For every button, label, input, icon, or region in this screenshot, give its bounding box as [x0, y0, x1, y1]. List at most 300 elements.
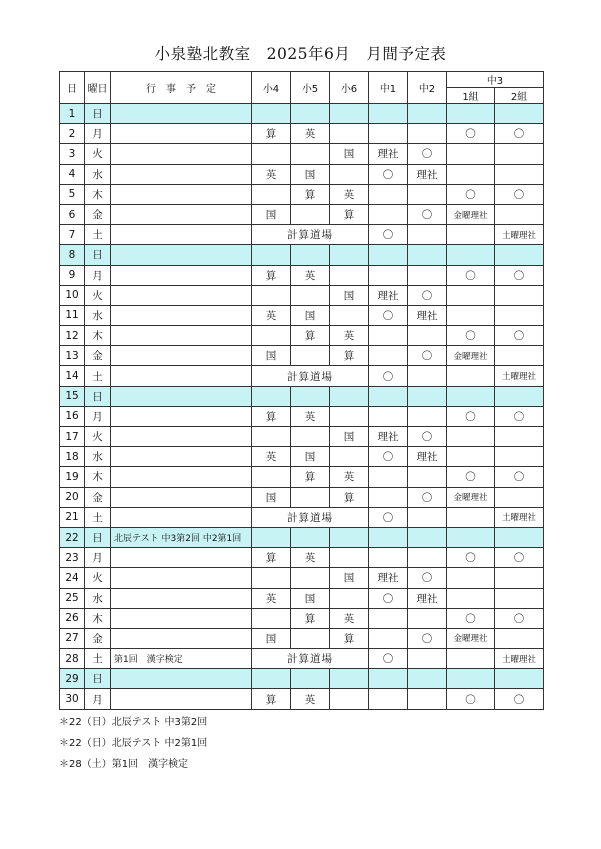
grade-s5-cell	[291, 628, 330, 648]
grade-m3-group2-cell	[495, 628, 544, 648]
event-cell	[111, 386, 252, 406]
weekday-cell: 土	[85, 366, 111, 386]
table-row	[60, 346, 544, 366]
table-row	[60, 265, 544, 285]
grade-s6-cell: 算	[330, 487, 369, 507]
grade-s4-cell: 算	[252, 689, 291, 709]
notes	[59, 712, 207, 775]
day-cell: 7	[60, 225, 85, 245]
grade-m1-cell: 〇	[369, 447, 408, 467]
grade-s6-cell	[330, 104, 369, 124]
weekday-cell: 火	[85, 285, 111, 305]
grade-m1-cell	[369, 326, 408, 346]
grade-m3-group2-cell: 〇	[495, 184, 544, 204]
weekday-cell: 月	[85, 265, 111, 285]
grade-m1-cell	[369, 406, 408, 426]
grade-s5-cell: 英	[291, 124, 330, 144]
grade-m2-cell	[408, 366, 447, 386]
table-row	[60, 124, 544, 144]
grade-m3-group2-cell	[495, 164, 544, 184]
grade-m3-group2-cell	[495, 568, 544, 588]
grade-m3-group1-cell: 〇	[447, 265, 495, 285]
grade-m1-cell	[369, 386, 408, 406]
grade-m3-group2-cell: 〇	[495, 689, 544, 709]
grade-s4-cell: 国	[252, 204, 291, 224]
grade-s4-cell: 英	[252, 447, 291, 467]
grade-m1-cell	[369, 548, 408, 568]
grade-m1-cell: 〇	[369, 225, 408, 245]
grade-m3-group2-cell: 〇	[495, 406, 544, 426]
event-cell	[111, 588, 252, 608]
header-s6: 小6	[330, 72, 369, 104]
grade-m3-group1-cell	[447, 104, 495, 124]
event-cell	[111, 204, 252, 224]
grade-m3-group1-cell	[447, 225, 495, 245]
grade-m2-cell: 〇	[408, 285, 447, 305]
grade-s6-cell: 国	[330, 427, 369, 447]
header-day: 日	[60, 72, 85, 104]
grade-m3-group1-cell	[447, 366, 495, 386]
grade-s6-cell	[330, 447, 369, 467]
event-cell	[111, 628, 252, 648]
grade-m1-cell	[369, 608, 408, 628]
weekday-cell: 月	[85, 548, 111, 568]
grade-s6-cell	[330, 689, 369, 709]
grade-m2-cell	[408, 184, 447, 204]
table-row	[60, 507, 544, 527]
event-cell	[111, 487, 252, 507]
grade-s4-cell	[252, 326, 291, 346]
table-row	[60, 628, 544, 648]
header-weekday: 曜日	[85, 72, 111, 104]
event-cell	[111, 305, 252, 325]
grade-m3-group1-cell: 〇	[447, 467, 495, 487]
event-cell	[111, 507, 252, 527]
table-row	[60, 285, 544, 305]
grade-m2-cell	[408, 265, 447, 285]
grade-m2-cell	[408, 225, 447, 245]
event-cell	[111, 608, 252, 628]
grade-s4-cell	[252, 245, 291, 265]
grade-m1-cell	[369, 346, 408, 366]
note-item: ＊22（日）北辰テスト 中3第2回	[59, 717, 208, 728]
table-row	[60, 608, 544, 628]
grade-m3-group1-cell	[447, 427, 495, 447]
grade-s5-cell	[291, 427, 330, 447]
weekday-cell: 水	[85, 447, 111, 467]
event-cell	[111, 124, 252, 144]
grade-m2-cell	[408, 689, 447, 709]
weekday-cell: 日	[85, 104, 111, 124]
header-m3-group2: 2組	[495, 88, 544, 104]
day-cell: 3	[60, 144, 85, 164]
weekday-cell: 火	[85, 568, 111, 588]
grade-m1-cell	[369, 487, 408, 507]
day-cell: 1	[60, 104, 85, 124]
grade-m1-cell	[369, 124, 408, 144]
grade-s6-cell	[330, 124, 369, 144]
table-row	[60, 548, 544, 568]
event-cell	[111, 104, 252, 124]
grade-s4-cell: 国	[252, 628, 291, 648]
weekday-cell: 木	[85, 467, 111, 487]
grade-m3-group2-cell	[495, 346, 544, 366]
day-cell: 20	[60, 487, 85, 507]
weekday-cell: 水	[85, 588, 111, 608]
weekday-cell: 金	[85, 628, 111, 648]
grade-s5-cell: 国	[291, 447, 330, 467]
grade-s5-cell: 英	[291, 265, 330, 285]
grade-s6-cell	[330, 265, 369, 285]
grade-s6-cell: 英	[330, 184, 369, 204]
event-cell	[111, 164, 252, 184]
grade-m3-group2-cell	[495, 245, 544, 265]
grade-m1-cell	[369, 628, 408, 648]
event-cell	[111, 406, 252, 426]
grade-m2-cell: 理社	[408, 447, 447, 467]
grade-m3-group2-cell	[495, 144, 544, 164]
event-cell	[111, 669, 252, 689]
grade-s4-cell: 算	[252, 548, 291, 568]
grade-s6-cell: 算	[330, 204, 369, 224]
table-row	[60, 689, 544, 709]
grade-m3-group1-cell	[447, 568, 495, 588]
grade-m3-group1-cell: 〇	[447, 608, 495, 628]
table-row	[60, 184, 544, 204]
grade-s5-cell: 国	[291, 305, 330, 325]
grade-m1-cell: 理社	[369, 285, 408, 305]
grade-s4-cell: 英	[252, 305, 291, 325]
grade-m2-cell: 〇	[408, 427, 447, 447]
grade-m3-group2-cell	[495, 285, 544, 305]
event-cell	[111, 326, 252, 346]
grade-m3-group1-cell	[447, 447, 495, 467]
event-cell	[111, 225, 252, 245]
day-cell: 22	[60, 527, 85, 547]
grade-s5-cell	[291, 568, 330, 588]
grade-m3-group2-cell	[495, 588, 544, 608]
grade-s5-cell	[291, 386, 330, 406]
table-row	[60, 588, 544, 608]
grade-s5-cell	[291, 204, 330, 224]
grade-m3-group1-cell: 金曜理社	[447, 628, 495, 648]
table-row-sunday	[60, 527, 544, 547]
grade-s5-cell: 算	[291, 467, 330, 487]
grade-m2-cell	[408, 406, 447, 426]
grade-s5-cell: 算	[291, 184, 330, 204]
table-row-sunday	[60, 386, 544, 406]
grade-m3-group2-cell	[495, 104, 544, 124]
weekday-cell: 水	[85, 305, 111, 325]
keisan-dojo-cell: 計算道場	[252, 366, 369, 386]
table-row-sunday	[60, 104, 544, 124]
day-cell: 14	[60, 366, 85, 386]
day-cell: 30	[60, 689, 85, 709]
grade-m2-cell: 〇	[408, 487, 447, 507]
day-cell: 9	[60, 265, 85, 285]
weekday-cell: 土	[85, 507, 111, 527]
grade-m1-cell	[369, 265, 408, 285]
grade-s4-cell	[252, 144, 291, 164]
grade-m1-cell	[369, 527, 408, 547]
grade-m2-cell	[408, 386, 447, 406]
grade-s4-cell: 算	[252, 406, 291, 426]
note-item: ＊22（日）北辰テスト 中2第1回	[59, 738, 208, 749]
event-cell	[111, 568, 252, 588]
grade-m3-group1-cell: 金曜理社	[447, 487, 495, 507]
event-cell: 第1回 漢字検定	[111, 649, 252, 669]
keisan-dojo-cell: 計算道場	[252, 225, 369, 245]
grade-m2-cell	[408, 124, 447, 144]
grade-s6-cell: 英	[330, 326, 369, 346]
weekday-cell: 土	[85, 225, 111, 245]
grade-m2-cell	[408, 245, 447, 265]
grade-m3-group2-cell: 土曜理社	[495, 649, 544, 669]
day-cell: 13	[60, 346, 85, 366]
weekday-cell: 月	[85, 406, 111, 426]
grade-m1-cell	[369, 204, 408, 224]
grade-m1-cell	[369, 669, 408, 689]
event-cell	[111, 265, 252, 285]
event-cell	[111, 427, 252, 447]
grade-s5-cell: 英	[291, 689, 330, 709]
grade-s6-cell: 国	[330, 285, 369, 305]
grade-m1-cell: 理社	[369, 144, 408, 164]
grade-m1-cell: 〇	[369, 507, 408, 527]
grade-m3-group2-cell	[495, 305, 544, 325]
grade-s6-cell: 算	[330, 346, 369, 366]
grade-s4-cell	[252, 427, 291, 447]
event-cell	[111, 467, 252, 487]
day-cell: 17	[60, 427, 85, 447]
grade-m3-group2-cell: 〇	[495, 326, 544, 346]
grade-m1-cell: 理社	[369, 568, 408, 588]
day-cell: 19	[60, 467, 85, 487]
grade-s4-cell	[252, 104, 291, 124]
weekday-cell: 火	[85, 427, 111, 447]
grade-s4-cell	[252, 527, 291, 547]
grade-m2-cell: 〇	[408, 204, 447, 224]
grade-m1-cell	[369, 467, 408, 487]
table-row	[60, 144, 544, 164]
table-row	[60, 427, 544, 447]
grade-m2-cell: 〇	[408, 346, 447, 366]
grade-m1-cell	[369, 245, 408, 265]
grade-s5-cell	[291, 104, 330, 124]
event-cell	[111, 689, 252, 709]
grade-m3-group1-cell	[447, 285, 495, 305]
table-row	[60, 487, 544, 507]
grade-s4-cell: 英	[252, 164, 291, 184]
grade-m3-group2-cell	[495, 204, 544, 224]
grade-s5-cell	[291, 346, 330, 366]
grade-m3-group1-cell	[447, 649, 495, 669]
event-cell	[111, 144, 252, 164]
weekday-cell: 日	[85, 386, 111, 406]
event-cell	[111, 285, 252, 305]
header-m1: 中1	[369, 72, 408, 104]
grade-m3-group1-cell	[447, 386, 495, 406]
day-cell: 27	[60, 628, 85, 648]
grade-s6-cell: 国	[330, 568, 369, 588]
grade-m2-cell	[408, 507, 447, 527]
grade-m3-group2-cell	[495, 487, 544, 507]
grade-m3-group1-cell: 〇	[447, 184, 495, 204]
grade-m3-group2-cell: 〇	[495, 467, 544, 487]
weekday-cell: 日	[85, 527, 111, 547]
table-row	[60, 568, 544, 588]
grade-s4-cell	[252, 608, 291, 628]
grade-s6-cell	[330, 245, 369, 265]
grade-m3-group2-cell	[495, 427, 544, 447]
grade-s4-cell	[252, 184, 291, 204]
weekday-cell: 木	[85, 326, 111, 346]
grade-m3-group2-cell: 〇	[495, 124, 544, 144]
grade-s5-cell: 英	[291, 548, 330, 568]
schedule-table	[59, 71, 544, 710]
grade-s4-cell	[252, 467, 291, 487]
grade-s4-cell	[252, 669, 291, 689]
grade-m2-cell	[408, 548, 447, 568]
day-cell: 15	[60, 386, 85, 406]
grade-m1-cell: 〇	[369, 164, 408, 184]
grade-s4-cell	[252, 285, 291, 305]
grade-m2-cell	[408, 608, 447, 628]
grade-s5-cell: 国	[291, 164, 330, 184]
day-cell: 10	[60, 285, 85, 305]
grade-s6-cell	[330, 548, 369, 568]
grade-s6-cell	[330, 305, 369, 325]
grade-s6-cell	[330, 386, 369, 406]
day-cell: 23	[60, 548, 85, 568]
header-events: 行 事 予 定	[111, 72, 252, 104]
grade-s6-cell	[330, 669, 369, 689]
table-row-sunday	[60, 669, 544, 689]
grade-m3-group1-cell	[447, 527, 495, 547]
table-row	[60, 225, 544, 245]
grade-s6-cell: 国	[330, 144, 369, 164]
table-row	[60, 164, 544, 184]
grade-m3-group1-cell: 金曜理社	[447, 346, 495, 366]
table-body	[60, 104, 544, 710]
day-cell: 24	[60, 568, 85, 588]
weekday-cell: 金	[85, 204, 111, 224]
grade-m1-cell: 〇	[369, 588, 408, 608]
day-cell: 16	[60, 406, 85, 426]
table-row	[60, 406, 544, 426]
table-row	[60, 204, 544, 224]
grade-m3-group1-cell: 〇	[447, 406, 495, 426]
grade-m3-group2-cell: 土曜理社	[495, 225, 544, 245]
grade-s5-cell: 英	[291, 406, 330, 426]
grade-m3-group2-cell	[495, 669, 544, 689]
grade-s6-cell: 英	[330, 608, 369, 628]
header-m2: 中2	[408, 72, 447, 104]
table-row	[60, 366, 544, 386]
grade-m3-group2-cell: 土曜理社	[495, 366, 544, 386]
grade-s4-cell: 算	[252, 124, 291, 144]
grade-m3-group1-cell	[447, 245, 495, 265]
grade-m3-group1-cell	[447, 507, 495, 527]
table-row	[60, 326, 544, 346]
grade-m3-group2-cell: 〇	[495, 608, 544, 628]
day-cell: 12	[60, 326, 85, 346]
weekday-cell: 木	[85, 184, 111, 204]
grade-m2-cell	[408, 527, 447, 547]
grade-s4-cell: 英	[252, 588, 291, 608]
grade-s6-cell	[330, 406, 369, 426]
grade-m2-cell	[408, 467, 447, 487]
grade-m3-group1-cell: 〇	[447, 124, 495, 144]
grade-s6-cell: 英	[330, 467, 369, 487]
grade-s6-cell: 算	[330, 628, 369, 648]
grade-m1-cell: 〇	[369, 649, 408, 669]
weekday-cell: 月	[85, 689, 111, 709]
grade-m1-cell	[369, 184, 408, 204]
weekday-cell: 水	[85, 164, 111, 184]
event-cell: 北辰テスト 中3第2回 中2第1回	[111, 527, 252, 547]
grade-m2-cell: 〇	[408, 144, 447, 164]
weekday-cell: 土	[85, 649, 111, 669]
grade-m3-group1-cell: 〇	[447, 326, 495, 346]
weekday-cell: 日	[85, 669, 111, 689]
day-cell: 29	[60, 669, 85, 689]
grade-m2-cell: 理社	[408, 164, 447, 184]
header-s4: 小4	[252, 72, 291, 104]
weekday-cell: 日	[85, 245, 111, 265]
day-cell: 4	[60, 164, 85, 184]
keisan-dojo-cell: 計算道場	[252, 649, 369, 669]
day-cell: 5	[60, 184, 85, 204]
grade-m3-group2-cell	[495, 386, 544, 406]
day-cell: 2	[60, 124, 85, 144]
grade-m1-cell	[369, 104, 408, 124]
grade-m3-group2-cell: 土曜理社	[495, 507, 544, 527]
weekday-cell: 金	[85, 487, 111, 507]
grade-s5-cell	[291, 285, 330, 305]
grade-m3-group1-cell: 〇	[447, 548, 495, 568]
event-cell	[111, 548, 252, 568]
grade-m3-group2-cell: 〇	[495, 265, 544, 285]
grade-s4-cell: 算	[252, 265, 291, 285]
grade-s5-cell: 算	[291, 326, 330, 346]
grade-m3-group2-cell	[495, 447, 544, 467]
day-cell: 18	[60, 447, 85, 467]
note-item: ＊28（土）第1回 漢字検定	[59, 759, 189, 770]
grade-m3-group2-cell	[495, 527, 544, 547]
grade-m2-cell: 〇	[408, 568, 447, 588]
table-row	[60, 467, 544, 487]
grade-s4-cell: 国	[252, 346, 291, 366]
grade-m3-group1-cell: 金曜理社	[447, 204, 495, 224]
event-cell	[111, 366, 252, 386]
grade-s5-cell	[291, 245, 330, 265]
header-m3: 中3	[447, 72, 544, 88]
weekday-cell: 月	[85, 124, 111, 144]
keisan-dojo-cell: 計算道場	[252, 507, 369, 527]
grade-m3-group1-cell	[447, 164, 495, 184]
grade-s5-cell	[291, 487, 330, 507]
day-cell: 25	[60, 588, 85, 608]
table-row	[60, 447, 544, 467]
weekday-cell: 火	[85, 144, 111, 164]
grade-m2-cell	[408, 649, 447, 669]
grade-m3-group1-cell	[447, 305, 495, 325]
grade-m1-cell: 理社	[369, 427, 408, 447]
grade-m3-group1-cell	[447, 588, 495, 608]
grade-m2-cell: 〇	[408, 628, 447, 648]
grade-m2-cell	[408, 669, 447, 689]
